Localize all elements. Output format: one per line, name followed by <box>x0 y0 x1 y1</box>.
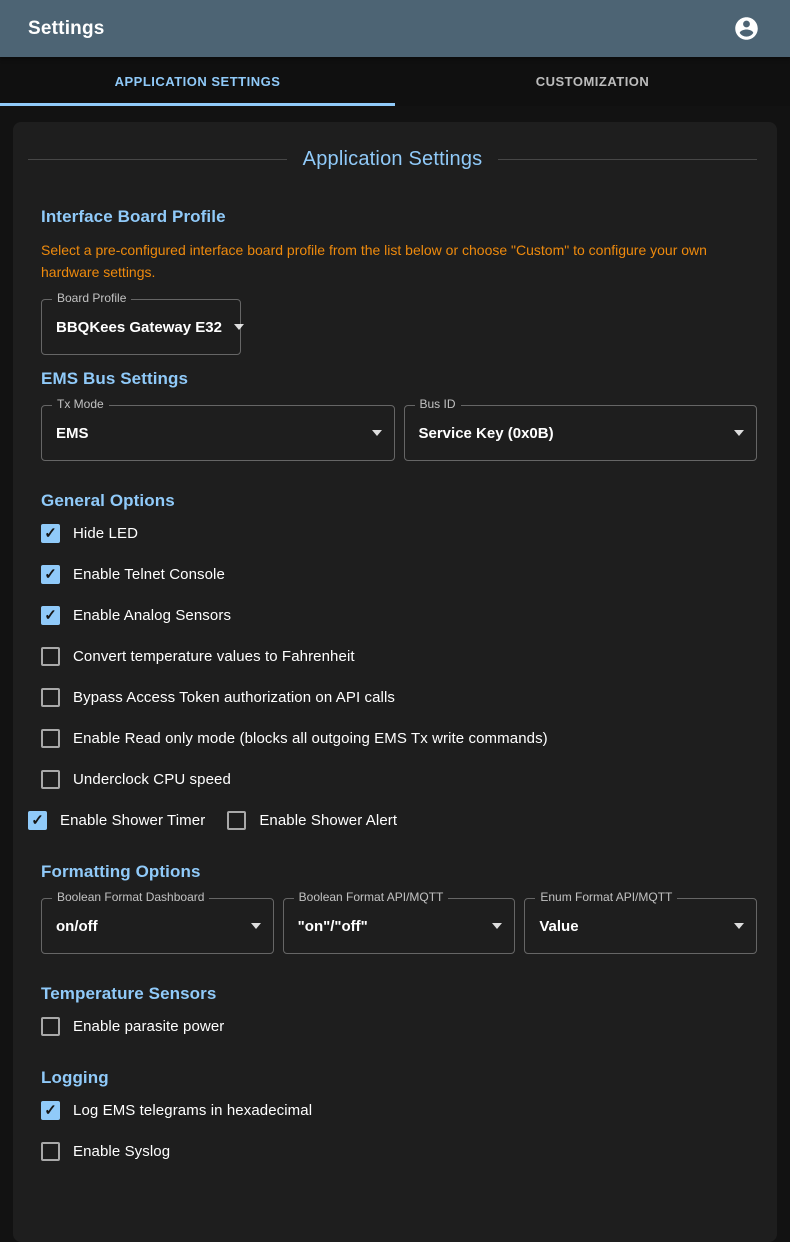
boolean-format-api-value: "on"/"off" <box>297 917 368 935</box>
checkbox-row-bypass-access-token[interactable] <box>41 687 757 707</box>
checkbox-icon[interactable] <box>41 647 60 666</box>
checkbox-icon[interactable] <box>41 729 60 748</box>
heading-divider-left <box>28 159 287 160</box>
checkbox-label: Enable Shower Timer <box>60 811 206 829</box>
checkbox-icon[interactable] <box>41 524 60 543</box>
board-profile-select[interactable] <box>41 291 241 355</box>
enum-format-api-value: Value <box>539 917 579 935</box>
ems-bus-selects-row <box>41 397 757 461</box>
checkbox-label: Enable Analog Sensors <box>73 606 232 624</box>
checkbox-label: Convert temperature values to Fahrenheit <box>73 647 355 665</box>
checkbox-row-log-ems-hex[interactable] <box>41 1100 757 1120</box>
account-button[interactable] <box>726 9 766 49</box>
tab-customization-label: CUSTOMIZATION <box>535 74 650 89</box>
checkbox-row-enable-shower-timer[interactable] <box>28 810 205 830</box>
checkbox-icon[interactable] <box>41 606 60 625</box>
tab-application-settings-label: APPLICATION SETTINGS <box>114 74 281 89</box>
board-profile-value: BBQKees Gateway E32 <box>56 318 222 336</box>
checkbox-label: Enable Shower Alert <box>259 811 398 829</box>
bus-id-label: Bus ID <box>415 397 461 411</box>
enum-format-api-label: Enum Format API/MQTT <box>535 890 677 904</box>
section-interface-board-profile: Interface Board Profile <box>41 207 226 226</box>
checkbox-label: Bypass Access Token authorization on API calls <box>73 688 396 706</box>
checkbox-icon[interactable] <box>41 770 60 789</box>
checkbox-label: Enable Syslog <box>73 1142 171 1160</box>
checkbox-icon[interactable] <box>227 811 246 830</box>
checkbox-row-underclock-cpu[interactable] <box>41 769 757 789</box>
tab-customization[interactable] <box>395 57 790 106</box>
chevron-down-icon <box>734 923 744 929</box>
boolean-format-dashboard-value: on/off <box>56 917 98 935</box>
board-profile-label: Board Profile <box>52 291 131 305</box>
active-tab-indicator <box>0 103 395 106</box>
boolean-format-dashboard-label: Boolean Format Dashboard <box>52 890 209 904</box>
board-profile-row <box>41 291 757 355</box>
account-circle-icon <box>733 15 760 42</box>
chevron-down-icon <box>734 430 744 436</box>
chevron-down-icon <box>492 923 502 929</box>
section-ems-bus-settings: EMS Bus Settings <box>41 369 189 388</box>
checkbox-icon[interactable] <box>41 1017 60 1036</box>
tab-application-settings[interactable] <box>0 57 395 106</box>
bus-id-value: Service Key (0x0B) <box>418 424 554 442</box>
checkbox-row-read-only-mode[interactable] <box>41 728 757 748</box>
section-general-options: General Options <box>41 491 175 510</box>
chevron-down-icon <box>234 324 244 330</box>
chevron-down-icon <box>372 430 382 436</box>
heading-divider-right <box>498 159 757 160</box>
checkbox-label: Enable Telnet Console <box>73 565 225 583</box>
checkbox-icon[interactable] <box>41 1101 60 1120</box>
checkbox-row-hide-led[interactable] <box>41 523 757 543</box>
checkbox-icon[interactable] <box>28 811 47 830</box>
boolean-format-api-label: Boolean Format API/MQTT <box>294 890 449 904</box>
settings-card <box>13 122 777 1242</box>
checkbox-label: Underclock CPU speed <box>73 770 231 788</box>
checkbox-icon[interactable] <box>41 688 60 707</box>
section-temperature-sensors: Temperature Sensors <box>41 984 217 1003</box>
checkbox-row-enable-syslog[interactable] <box>41 1141 757 1161</box>
section-formatting-options: Formatting Options <box>41 862 201 881</box>
checkbox-row-enable-parasite-power[interactable] <box>41 1016 757 1036</box>
page-title: Settings <box>28 17 105 39</box>
tx-mode-value: EMS <box>56 424 89 442</box>
app-bar <box>0 0 790 57</box>
bus-id-select[interactable] <box>404 397 758 461</box>
application-settings-heading: Application Settings <box>302 148 483 170</box>
boolean-format-api-select[interactable] <box>283 890 516 954</box>
checkbox-icon[interactable] <box>41 565 60 584</box>
tab-bar <box>0 57 790 106</box>
chevron-down-icon <box>251 923 261 929</box>
checkbox-label: Hide LED <box>73 524 138 542</box>
tx-mode-select[interactable] <box>41 397 395 461</box>
checkbox-row-convert-fahrenheit[interactable] <box>41 646 757 666</box>
interface-board-description: Select a pre-configured interface board profile from the list below or choose "Custom" to configure your own hardware settings. <box>41 242 707 280</box>
boolean-format-dashboard-select[interactable] <box>41 890 274 954</box>
checkbox-label: Enable parasite power <box>73 1017 225 1035</box>
checkbox-row-enable-shower-alert[interactable] <box>227 810 397 830</box>
section-logging: Logging <box>41 1068 109 1087</box>
shower-options-row <box>28 810 757 830</box>
checkbox-label: Log EMS telegrams in hexadecimal <box>73 1101 313 1119</box>
checkbox-row-enable-analog-sensors[interactable] <box>41 605 757 625</box>
page-heading-row <box>28 148 757 171</box>
checkbox-label: Enable Read only mode (blocks all outgoing EMS Tx write commands) <box>73 729 548 747</box>
checkbox-icon[interactable] <box>41 1142 60 1161</box>
tx-mode-label: Tx Mode <box>52 397 109 411</box>
enum-format-api-select[interactable] <box>524 890 757 954</box>
checkbox-row-enable-telnet-console[interactable] <box>41 564 757 584</box>
formatting-selects-row <box>41 890 757 954</box>
